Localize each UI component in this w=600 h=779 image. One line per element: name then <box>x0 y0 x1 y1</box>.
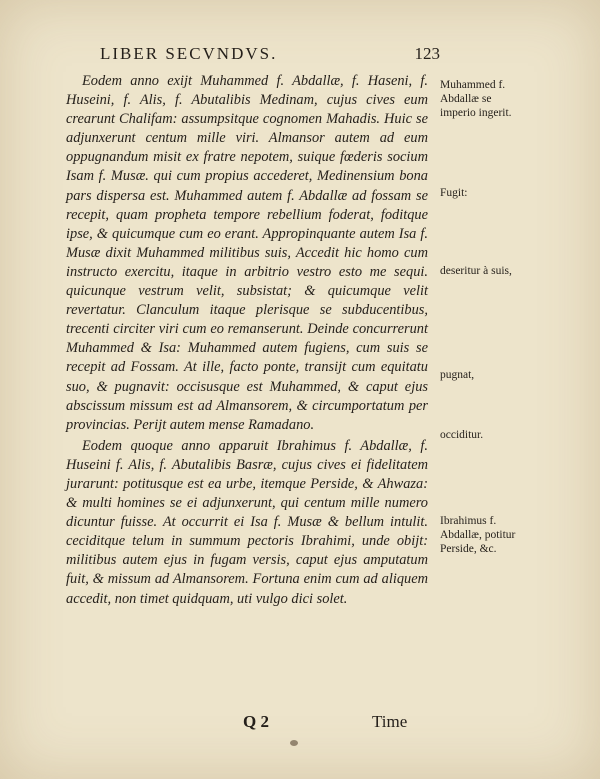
margin-note: occiditur. <box>440 429 484 441</box>
ink-spot <box>290 740 298 746</box>
margin-note: Muhammed f. Abdallæ se imperio ingerit. <box>440 79 512 119</box>
running-title: LIBER SECVNDVS. <box>100 44 278 63</box>
paragraph: Eodem anno exijt Muhammed f. Abdallæ, f. Haseni, f. Huseini, f. Alis, f. Abutalibis Medinam, cujus cives eum crearunt Chalifam: assumpsitque cognomen Mahadis. Huic se adjunxerunt centum mille viri. Almansor autem ad eum oppugnandum misit ex fratre nepotem, suique fœderis socium Isam f. Musæ. qui cum propius accederet, Medinensium bona pars dispersa est. Muhammed autem f. Abdallæ ad fossam se recepit, quam propheta tempore rebellium foderat, foditque ipse, & quicumque cum eo erant. Appropinquante autem Isa f. Musæ dixit Muhammed militibus suis, Accedit hic homo cum instructo exercitu, itaque in arbitrio vestro esto me sequi. quicunque vestrum velit, subsistat; & quicumque velit revertatur. Clanculum itaque plerisque se subducentibus, trecenti circiter viri cum eo remanserunt. Deinde concurrerunt Muhammed & Isa: Muhammed autem fugiens, cum suis se recepit ad Fossam. At ille, facto ponte, transijt cum equitatu suo, & pugnavit: occisusque est Muhammed, & caput ejus abscissum missum est ad Almansorem, & circumportatum per provincias. Perijt autem mense Ramadano. <box>66 73 428 433</box>
paragraph: Eodem quoque anno apparuit Ibrahimus f. Abdallæ, f. Huseini f. Alis, f. Abutalibis Basræ, cujus cives ei fidelitatem jurarunt: potitusque est ea urbe, itemque Perside, & Ahwaza: & multi homines se ei adjunxerunt, qui centum mille numero dicuntur fuisse. At occurrit ei Isa f. Musæ & bellum intulit. ceciditque telum in summum pectoris Ibrahimi, unde obijt: militibus autem ejus in fugam versis, caput ejus amputatum fuit, & missum ad Almansorem. Fortuna enim cum ad aliquem accedit, non timet quidquam, uti vulgo dici solet. <box>66 437 428 607</box>
catchword: Time <box>372 712 408 731</box>
margin-note: deseritur à suis, <box>440 265 512 277</box>
margin-note: Ibrahimus f. Abdallæ, potitur Perside, &c. <box>440 515 516 555</box>
page-number: 123 <box>414 44 440 63</box>
signature-mark: Q 2 <box>243 712 269 731</box>
main-text <box>66 72 428 609</box>
margin-note: Fugit: <box>440 187 468 199</box>
margin-note: pugnat, <box>440 369 475 381</box>
